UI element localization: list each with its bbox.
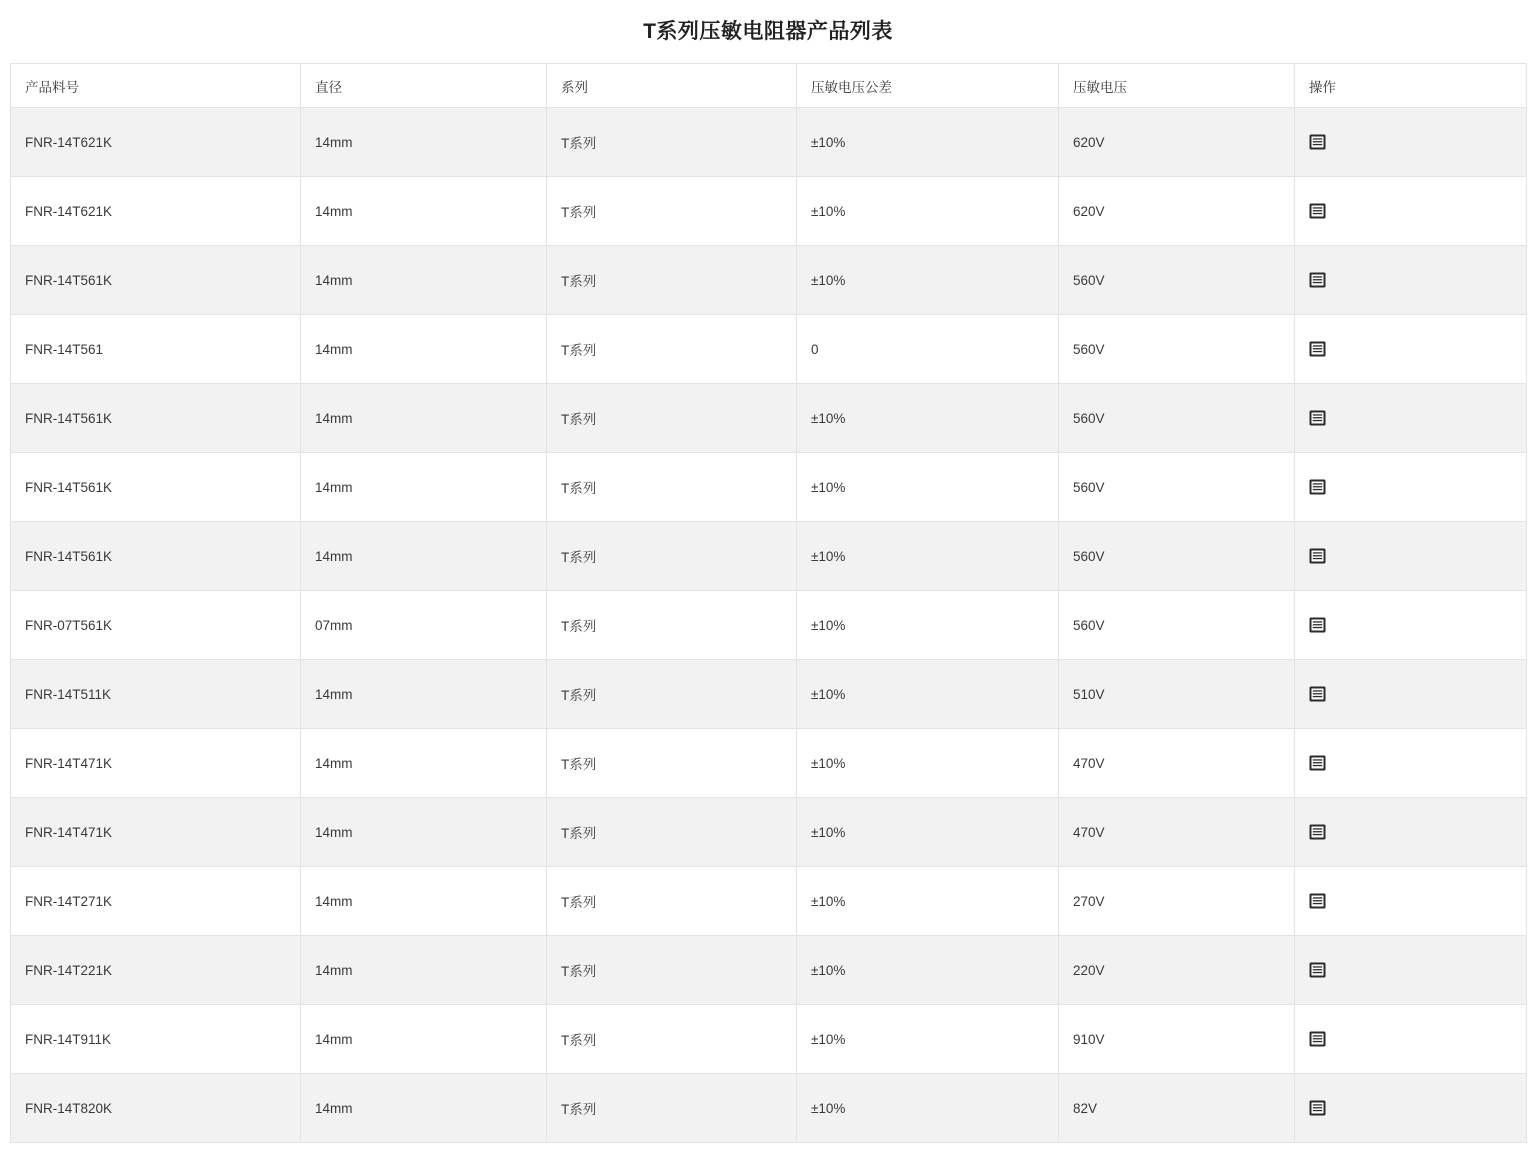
cell-series: T系列 — [547, 315, 797, 384]
document-icon[interactable] — [1309, 962, 1326, 978]
column-header-series: 系列 — [547, 64, 797, 108]
document-icon[interactable] — [1309, 1100, 1326, 1116]
cell-voltage: 510V — [1059, 660, 1295, 729]
product-table — [10, 63, 1527, 1143]
cell-product-code: FNR-14T471K — [11, 729, 301, 798]
table-row — [11, 315, 1527, 384]
table-row — [11, 867, 1527, 936]
cell-action[interactable] — [1295, 246, 1527, 315]
cell-tolerance: ±10% — [797, 522, 1059, 591]
cell-product-code: FNR-14T621K — [11, 177, 301, 246]
table-row — [11, 591, 1527, 660]
cell-tolerance: ±10% — [797, 453, 1059, 522]
cell-tolerance: ±10% — [797, 729, 1059, 798]
document-icon[interactable] — [1309, 755, 1326, 771]
cell-tolerance: ±10% — [797, 177, 1059, 246]
document-icon[interactable] — [1309, 479, 1326, 495]
cell-product-code: FNR-14T911K — [11, 1005, 301, 1074]
cell-diameter: 14mm — [301, 936, 547, 1005]
cell-series: T系列 — [547, 591, 797, 660]
column-header-code: 产品料号 — [11, 64, 301, 108]
cell-voltage: 560V — [1059, 453, 1295, 522]
cell-action[interactable] — [1295, 591, 1527, 660]
cell-product-code: FNR-07T561K — [11, 591, 301, 660]
cell-diameter: 14mm — [301, 1005, 547, 1074]
table-row — [11, 246, 1527, 315]
cell-product-code: FNR-14T561K — [11, 453, 301, 522]
cell-tolerance: ±10% — [797, 867, 1059, 936]
cell-voltage: 910V — [1059, 1005, 1295, 1074]
cell-voltage: 560V — [1059, 246, 1295, 315]
cell-action[interactable] — [1295, 1074, 1527, 1143]
cell-action[interactable] — [1295, 660, 1527, 729]
cell-product-code: FNR-14T561K — [11, 246, 301, 315]
cell-series: T系列 — [547, 729, 797, 798]
cell-diameter: 14mm — [301, 177, 547, 246]
cell-diameter: 14mm — [301, 798, 547, 867]
document-icon[interactable] — [1309, 824, 1326, 840]
table-row — [11, 453, 1527, 522]
column-header-tolerance: 压敏电压公差 — [797, 64, 1059, 108]
cell-action[interactable] — [1295, 729, 1527, 798]
cell-tolerance: ±10% — [797, 384, 1059, 453]
cell-product-code: FNR-14T561 — [11, 315, 301, 384]
table-row — [11, 660, 1527, 729]
cell-diameter: 14mm — [301, 108, 547, 177]
cell-voltage: 560V — [1059, 384, 1295, 453]
cell-tolerance: ±10% — [797, 591, 1059, 660]
table-row — [11, 177, 1527, 246]
cell-product-code: FNR-14T221K — [11, 936, 301, 1005]
table-header-row — [11, 64, 1527, 108]
cell-diameter: 14mm — [301, 453, 547, 522]
document-icon[interactable] — [1309, 1031, 1326, 1047]
cell-action[interactable] — [1295, 108, 1527, 177]
cell-diameter: 14mm — [301, 1074, 547, 1143]
cell-voltage: 270V — [1059, 867, 1295, 936]
table-row — [11, 522, 1527, 591]
cell-tolerance: 0 — [797, 315, 1059, 384]
cell-series: T系列 — [547, 384, 797, 453]
cell-voltage: 82V — [1059, 1074, 1295, 1143]
table-row — [11, 384, 1527, 453]
cell-product-code: FNR-14T511K — [11, 660, 301, 729]
cell-action[interactable] — [1295, 798, 1527, 867]
cell-diameter: 14mm — [301, 246, 547, 315]
cell-series: T系列 — [547, 453, 797, 522]
cell-voltage: 620V — [1059, 108, 1295, 177]
cell-action[interactable] — [1295, 177, 1527, 246]
cell-product-code: FNR-14T271K — [11, 867, 301, 936]
cell-product-code: FNR-14T561K — [11, 522, 301, 591]
table-row — [11, 798, 1527, 867]
cell-action[interactable] — [1295, 453, 1527, 522]
document-icon[interactable] — [1309, 272, 1326, 288]
cell-voltage: 560V — [1059, 315, 1295, 384]
table-container — [0, 63, 1536, 1143]
cell-voltage: 560V — [1059, 522, 1295, 591]
cell-series: T系列 — [547, 798, 797, 867]
cell-voltage: 560V — [1059, 591, 1295, 660]
table-row — [11, 1074, 1527, 1143]
cell-voltage: 220V — [1059, 936, 1295, 1005]
cell-tolerance: ±10% — [797, 1074, 1059, 1143]
cell-tolerance: ±10% — [797, 936, 1059, 1005]
cell-action[interactable] — [1295, 1005, 1527, 1074]
cell-diameter: 14mm — [301, 522, 547, 591]
table-row — [11, 936, 1527, 1005]
cell-product-code: FNR-14T471K — [11, 798, 301, 867]
cell-series: T系列 — [547, 660, 797, 729]
document-icon[interactable] — [1309, 548, 1326, 564]
table-row — [11, 1005, 1527, 1074]
cell-tolerance: ±10% — [797, 660, 1059, 729]
table-row — [11, 108, 1527, 177]
cell-series: T系列 — [547, 177, 797, 246]
column-header-diameter: 直径 — [301, 64, 547, 108]
cell-diameter: 14mm — [301, 867, 547, 936]
column-header-action: 操作 — [1295, 64, 1527, 108]
cell-action[interactable] — [1295, 384, 1527, 453]
table-row — [11, 729, 1527, 798]
cell-product-code: FNR-14T621K — [11, 108, 301, 177]
cell-series: T系列 — [547, 1074, 797, 1143]
cell-tolerance: ±10% — [797, 246, 1059, 315]
document-icon[interactable] — [1309, 203, 1326, 219]
cell-action[interactable] — [1295, 936, 1527, 1005]
document-icon[interactable] — [1309, 410, 1326, 426]
cell-action[interactable] — [1295, 522, 1527, 591]
cell-diameter: 14mm — [301, 384, 547, 453]
table-header — [11, 64, 1527, 108]
cell-series: T系列 — [547, 246, 797, 315]
document-icon[interactable] — [1309, 134, 1326, 150]
column-header-voltage: 压敏电压 — [1059, 64, 1295, 108]
cell-diameter: 14mm — [301, 729, 547, 798]
cell-series: T系列 — [547, 936, 797, 1005]
cell-product-code: FNR-14T820K — [11, 1074, 301, 1143]
cell-voltage: 470V — [1059, 798, 1295, 867]
cell-action[interactable] — [1295, 867, 1527, 936]
cell-series: T系列 — [547, 1005, 797, 1074]
cell-tolerance: ±10% — [797, 108, 1059, 177]
cell-diameter: 14mm — [301, 660, 547, 729]
document-icon[interactable] — [1309, 686, 1326, 702]
cell-product-code: FNR-14T561K — [11, 384, 301, 453]
cell-diameter: 14mm — [301, 315, 547, 384]
cell-tolerance: ±10% — [797, 1005, 1059, 1074]
table-body — [11, 108, 1527, 1143]
cell-series: T系列 — [547, 867, 797, 936]
cell-tolerance: ±10% — [797, 798, 1059, 867]
document-icon[interactable] — [1309, 341, 1326, 357]
cell-series: T系列 — [547, 522, 797, 591]
cell-diameter: 07mm — [301, 591, 547, 660]
cell-series: T系列 — [547, 108, 797, 177]
cell-action[interactable] — [1295, 315, 1527, 384]
document-icon[interactable] — [1309, 617, 1326, 633]
document-icon[interactable] — [1309, 893, 1326, 909]
cell-voltage: 620V — [1059, 177, 1295, 246]
cell-voltage: 470V — [1059, 729, 1295, 798]
page-title: T系列压敏电阻器产品列表 — [643, 20, 893, 43]
